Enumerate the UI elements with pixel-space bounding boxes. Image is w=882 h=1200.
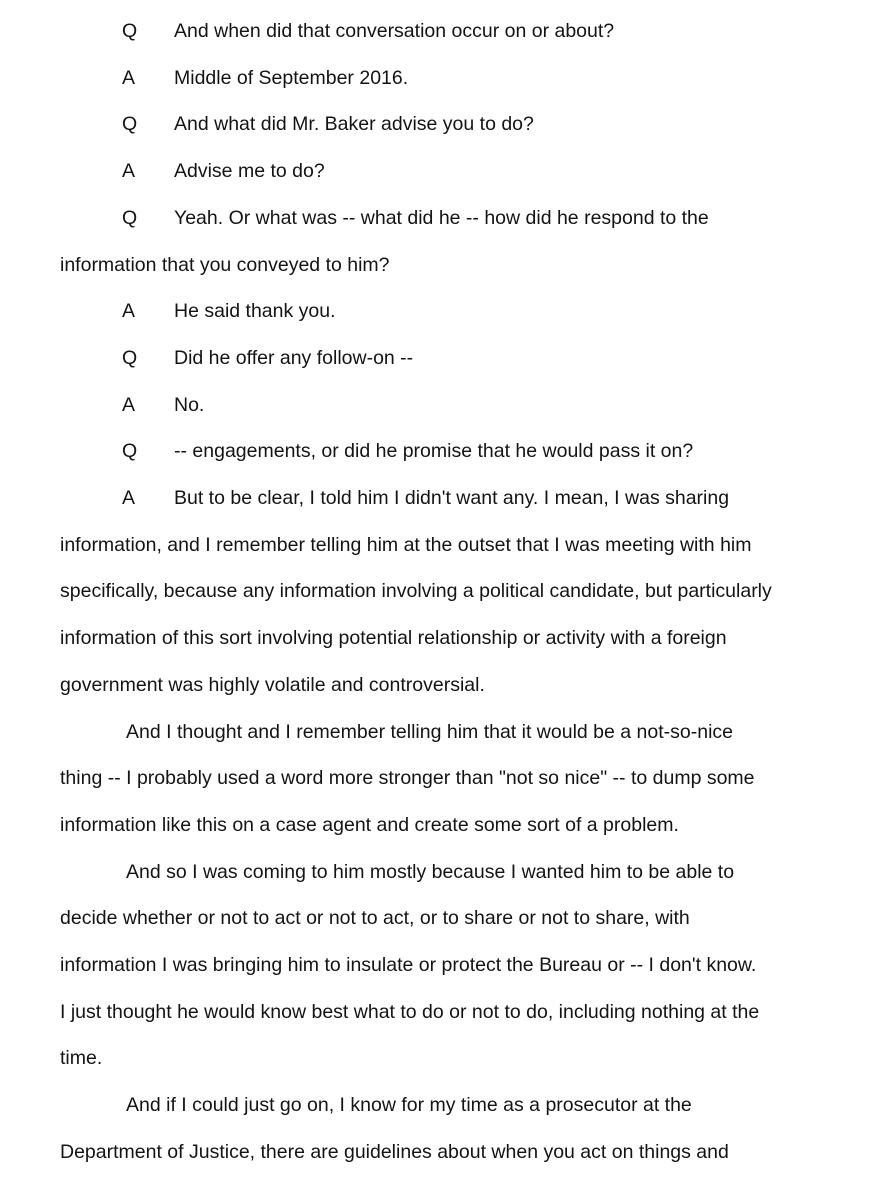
speaker-label: Q	[122, 20, 138, 42]
transcript-line: Yeah. Or what was -- what did he -- how did he respond to the	[174, 207, 709, 229]
transcript-line: Middle of September 2016.	[174, 67, 409, 89]
transcript-line: specifically, because any information involving a political candidate, but particularly	[60, 580, 772, 602]
transcript-line: I just thought he would know best what to do or not to do, including nothing at the	[60, 1001, 760, 1023]
speaker-label: Q	[122, 347, 138, 369]
speaker-label: A	[122, 160, 136, 182]
transcript-line: information of this sort involving potential relationship or activity with a foreign	[60, 627, 727, 649]
transcript-line: information that you conveyed to him?	[60, 254, 390, 276]
speaker-label: Q	[122, 440, 138, 462]
transcript-line: And if I could just go on, I know for my time as a prosecutor at the	[126, 1094, 692, 1116]
speaker-label: Q	[122, 113, 138, 135]
transcript-line: information like this on a case agent and create some sort of a problem.	[60, 814, 679, 836]
transcript-line: -- engagements, or did he promise that he would pass it on?	[174, 440, 694, 462]
transcript-line: decide whether or not to act or not to act, or to share or not to share, with	[60, 907, 690, 929]
transcript-line: Did he offer any follow-on --	[174, 347, 414, 369]
transcript-line: And so I was coming to him mostly because I wanted him to be able to	[126, 861, 735, 883]
transcript-line: time.	[60, 1047, 103, 1069]
transcript-line: Department of Justice, there are guidelines about when you act on things and	[60, 1141, 729, 1163]
transcript-line: information I was bringing him to insulate or protect the Bureau or -- I don't know.	[60, 954, 757, 976]
transcript-line: And what did Mr. Baker advise you to do?	[174, 113, 534, 135]
transcript-line: He said thank you.	[174, 300, 336, 322]
transcript-line: thing -- I probably used a word more stronger than "not so nice" -- to dump some	[60, 767, 755, 789]
speaker-label: Q	[122, 207, 138, 229]
transcript-line: Advise me to do?	[174, 160, 325, 182]
transcript-line: No.	[174, 394, 205, 416]
transcript-line: And I thought and I remember telling him that it would be a not-so-nice	[126, 721, 734, 743]
transcript-line: information, and I remember telling him at the outset that I was meeting with him	[60, 534, 752, 556]
transcript-line: government was highly volatile and controversial.	[60, 674, 485, 696]
speaker-label: A	[122, 300, 136, 322]
transcript-line: And when did that conversation occur on or about?	[174, 20, 615, 42]
speaker-label: A	[122, 487, 136, 509]
transcript-line: But to be clear, I told him I didn't want any. I mean, I was sharing	[174, 487, 730, 509]
speaker-label: A	[122, 67, 136, 89]
speaker-label: A	[122, 394, 136, 416]
